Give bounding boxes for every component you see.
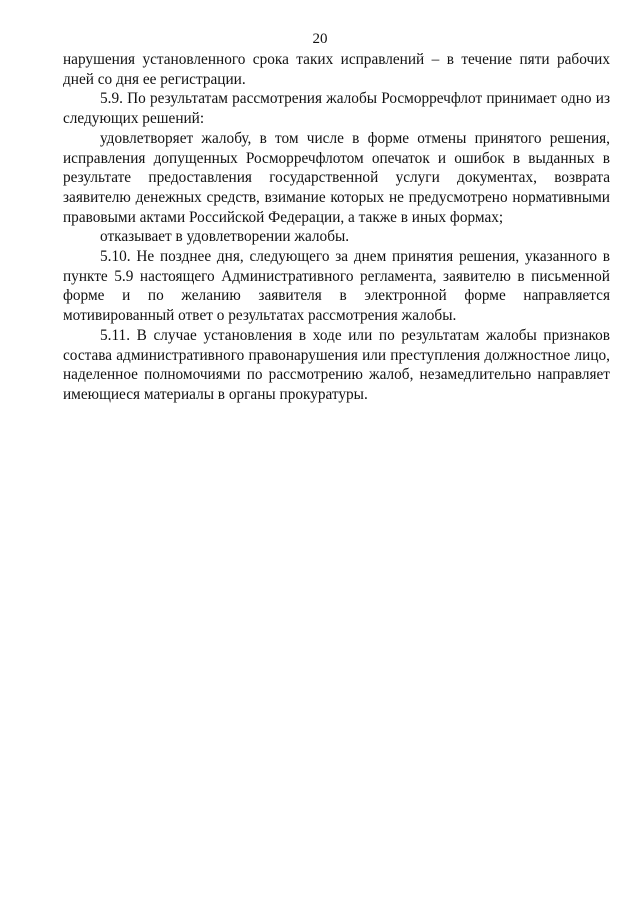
document-body xyxy=(63,50,610,405)
paragraph-5-9-option-refuse: отказывает в удовлетворении жалобы. xyxy=(100,228,350,246)
paragraph-5-10: 5.10. Не позднее дня, следующего за днем принятия решения, указанного в пункте 5.9 настоящего Административного регламента, заявителю в письменной форме и по желанию заявителя в электронной форме направляется мотивированный ответ о результатах рассмотрения жалобы. xyxy=(63,248,610,325)
paragraph-continuation: нарушения установленного срока таких исправлений – в течение пяти рабочих дней со дня ее регистрации. xyxy=(63,51,610,88)
paragraph-5-9-option-satisfy: удовлетворяет жалобу, в том числе в форме отмены принятого решения, исправления допущенных Росморречфлотом опечаток и ошибок в выданных в результате предоставления государственной услуги документах, возврата заявителю денежных средств, взимание которых не предусмотрено нормативными правовыми актами Российской Федерации, а также в иных формах; xyxy=(63,129,610,226)
paragraph-5-9: 5.9. По результатам рассмотрения жалобы Росморречфлот принимает одно из следующих решений: xyxy=(63,90,610,128)
paragraph-5-11: 5.11. В случае установления в ходе или по результатам жалобы признаков состава административного правонарушения или преступления должностное лицо, наделенное полномочиями по рассмотрению жалоб, незамедлительно направляет имеющиеся материалы в органы прокуратуры. xyxy=(63,326,610,403)
page-number: 20 xyxy=(312,31,328,47)
